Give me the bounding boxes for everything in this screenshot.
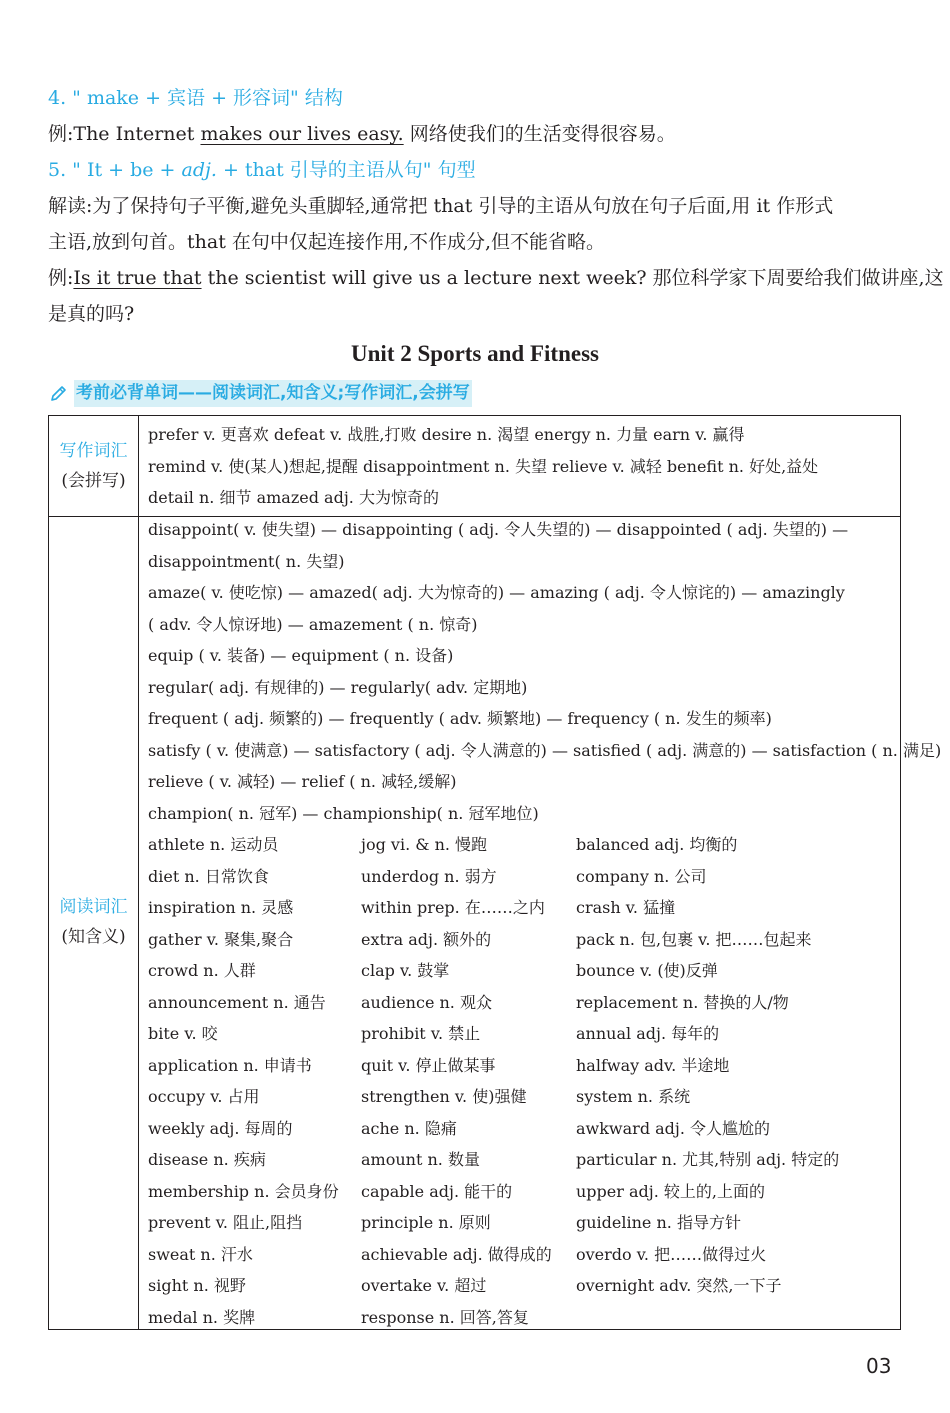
reading-word-cell: halfway adv. 半途地 (576, 1055, 730, 1075)
writing-label-title: 写作词汇 (59, 441, 128, 461)
reading-word-cell: bounce v. (使)反弹 (576, 961, 718, 980)
reading-word-cell: particular n. 尤其,特别 adj. 特定的 (576, 1150, 840, 1169)
example-prefix: 例:The Internet (48, 123, 201, 145)
reading-word-cell: crash v. 猛撞 (576, 898, 676, 917)
reading-word-cell: amount n. 数量 (361, 1150, 480, 1169)
vocab-table (48, 415, 942, 1330)
reading-word-cell: achievable adj. 做得成的 (361, 1244, 552, 1264)
example-underlined: Is it true that (73, 267, 202, 289)
grammar-heading-4: 4. " make + 宾语 + 形容词" 结构 (48, 87, 343, 109)
writing-label-sub: (会拼写) (61, 471, 126, 491)
reading-word-cell: announcement n. 通告 (148, 992, 326, 1012)
heading-5-part-c: + that 引导的主语从句" 句型 (216, 159, 476, 181)
reading-word-cell: replacement n. 替换的人/物 (576, 992, 789, 1012)
writing-vocab-row: remind v. 使(某人)想起,提醒 disappointment n. 失望 relieve v. 减轻 benefit n. 好处,益处 (148, 456, 819, 476)
reading-word-cell: principle n. 原则 (361, 1213, 491, 1232)
reading-word-cell: occupy v. 占用 (148, 1087, 260, 1106)
word-family-row: frequent ( adj. 频繁的) — frequently ( adv. 频繁地) — frequency ( n. 发生的频率) (148, 709, 772, 728)
grammar-heading-5 (48, 158, 476, 182)
reading-word-cell: extra adj. 额外的 (361, 929, 492, 949)
writing-vocab-label (49, 436, 138, 496)
example-suffix: 网络使我们的生活变得很容易。 (403, 123, 676, 145)
reading-word-cell: pack n. 包,包裹 v. 把……包起来 (576, 929, 812, 949)
reading-word-cell: overdo v. 把……做得过火 (576, 1244, 767, 1264)
example-sentence-5-cont: 是真的吗? (48, 303, 135, 325)
word-family-row: champion( n. 冠军) — championship( n. 冠军地位) (148, 803, 539, 823)
reading-word-cell: within prep. 在……之内 (361, 898, 545, 917)
reading-word-cell: weekly adj. 每周的 (148, 1118, 293, 1138)
word-family-row: equip ( v. 装备) — equipment ( n. 设备) (148, 646, 454, 665)
explanation-line-2: 主语,放到句首。that 在句中仅起连接作用,不作成分,但不能省略。 (48, 231, 605, 253)
reading-word-cell: overnight adv. 突然,一下子 (576, 1276, 782, 1295)
reading-word-cell: disease n. 疾病 (148, 1150, 266, 1169)
reading-word-cell: quit v. 停止做某事 (361, 1055, 496, 1075)
reading-word-cell: gather v. 聚集,聚合 (148, 929, 294, 949)
reading-word-cell: prohibit v. 禁止 (361, 1024, 481, 1043)
reading-vocab-label (49, 892, 138, 952)
reading-word-cell: underdog n. 弱方 (361, 866, 497, 886)
reading-word-cell: prevent v. 阻止,阻挡 (148, 1213, 303, 1232)
reading-word-cell: clap v. 鼓掌 (361, 961, 450, 980)
reading-word-cell: diet n. 日常饮食 (148, 866, 269, 886)
word-family-row: ( adv. 令人惊讶地) — amazement ( n. 惊奇) (148, 614, 478, 634)
reading-word-cell: response n. 回答,答复 (361, 1307, 529, 1327)
word-family-row: disappoint( v. 使失望) — disappointing ( adj. 令人失望的) — disappointed ( adj. 失望的) — (148, 520, 849, 539)
pencil-icon (48, 384, 68, 404)
reading-word-cell: strengthen v. 使)强健 (361, 1087, 527, 1106)
example-prefix: 例: (48, 267, 74, 289)
writing-vocab-row: detail n. 细节 amazed adj. 大为惊奇的 (148, 488, 439, 507)
reading-word-cell: medal n. 奖牌 (148, 1307, 256, 1327)
reading-word-cell: system n. 系统 (576, 1087, 691, 1106)
word-family-row: amaze( v. 使吃惊) — amazed( adj. 大为惊奇的) — amazing ( adj. 令人惊诧的) — amazingly (148, 583, 845, 602)
heading-5-part-b: adj. (181, 159, 217, 181)
reading-word-cell: sweat n. 汗水 (148, 1244, 253, 1264)
word-family-row: satisfy ( v. 使满意) — satisfactory ( adj. 令人满意的) — satisfied ( adj. 满意的) — satisfaction ( n. 满足) (148, 740, 942, 760)
example-suffix: the scientist will give us a lecture next week? 那位科学家下周要给我们做讲座,这 (201, 267, 944, 289)
page-number: 03 (866, 1354, 892, 1378)
word-family-row: regular( adj. 有规律的) — regularly( adv. 定期地) (148, 677, 528, 697)
reading-word-cell: capable adj. 能干的 (361, 1181, 513, 1201)
unit-title: Unit 2 Sports and Fitness (351, 341, 599, 366)
explanation-line-1: 解读:为了保持句子平衡,避免头重脚轻,通常把 that 引导的主语从句放在句子后面,用 it 作形式 (48, 195, 834, 217)
example-sentence-5 (48, 266, 944, 290)
reading-word-cell: balanced adj. 均衡的 (576, 835, 738, 854)
heading-5-part-a: 5. " It + be + (48, 159, 182, 181)
reading-word-cell: jog vi. & n. 慢跑 (361, 835, 488, 854)
reading-word-cell: upper adj. 较上的,上面的 (576, 1181, 765, 1201)
reading-word-cell: awkward adj. 令人尴尬的 (576, 1118, 771, 1138)
reading-word-cell: application n. 申请书 (148, 1055, 312, 1075)
reading-word-cell: bite v. 咬 (148, 1024, 218, 1043)
reading-word-cell: sight n. 视野 (148, 1276, 246, 1295)
reading-word-cell: athlete n. 运动员 (148, 835, 279, 854)
reading-word-cell: ache n. 隐痛 (361, 1118, 457, 1138)
word-family-row: relieve ( v. 减轻) — relief ( n. 减轻,缓解) (148, 772, 457, 791)
example-sentence-4 (48, 122, 676, 146)
reading-word-cell: company n. 公司 (576, 866, 707, 886)
table-divider-vertical (138, 416, 139, 1329)
word-family-row: disappointment( n. 失望) (148, 551, 345, 571)
reading-label-title: 阅读词汇 (59, 897, 128, 917)
reading-label-sub: (知含义) (61, 927, 126, 947)
table-divider-horizontal (49, 516, 900, 517)
vocab-banner (48, 380, 472, 407)
reading-word-cell: crowd n. 人群 (148, 961, 256, 980)
example-underlined: makes our lives easy. (200, 123, 404, 145)
reading-word-cell: audience n. 观众 (361, 992, 492, 1012)
writing-vocab-row: prefer v. 更喜欢 defeat v. 战胜,打败 desire n. 渴望 energy n. 力量 earn v. 赢得 (148, 425, 745, 444)
reading-word-cell: inspiration n. 灵感 (148, 898, 294, 917)
reading-word-cell: membership n. 会员身份 (148, 1181, 339, 1201)
reading-word-cell: annual adj. 每年的 (576, 1024, 720, 1043)
banner-text: 考前必背单词——阅读词汇,知含义;写作词汇,会拼写 (74, 380, 472, 407)
reading-word-cell: overtake v. 超过 (361, 1276, 487, 1295)
reading-word-cell: guideline n. 指导方针 (576, 1213, 741, 1232)
